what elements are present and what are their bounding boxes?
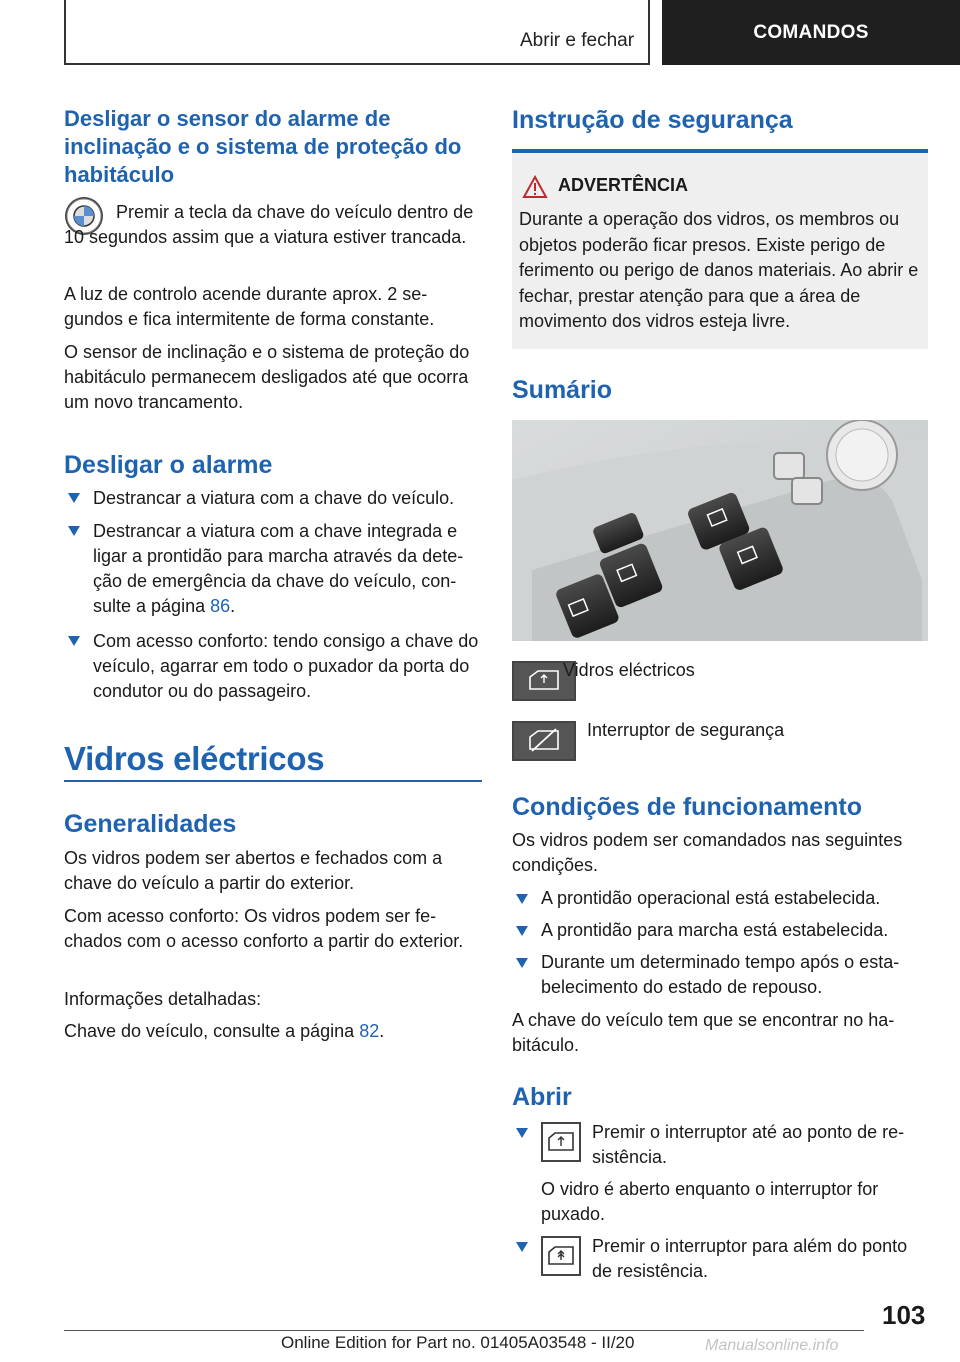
window-switches-illustration bbox=[512, 420, 928, 641]
header-separator bbox=[648, 0, 650, 64]
paragraph-tilt-2: A luz de controlo acende durante aprox. 2 segundos e fica intermitente de forma constante. bbox=[64, 284, 435, 329]
bullet-triangle-icon bbox=[516, 1128, 528, 1138]
watermark: Manualsonline.info bbox=[705, 1337, 839, 1354]
alarm-item-2-text: Destrancar a viatura com a chave integrada e ligar a prontidão para marcha através da deteção de emergência da chave do veículo, consulte a página bbox=[93, 521, 464, 616]
window-auto-open-icon bbox=[541, 1236, 581, 1276]
warning-box bbox=[512, 149, 928, 349]
period: . bbox=[379, 1021, 385, 1041]
bullet-triangle-icon bbox=[68, 493, 80, 503]
safety-switch-icon bbox=[512, 721, 576, 761]
open-item-1: Premir o interruptor até ao ponto de resistência. bbox=[592, 1122, 905, 1167]
bullet-triangle-icon bbox=[516, 958, 528, 968]
page-link-86[interactable]: 86 bbox=[210, 596, 231, 616]
paragraph-conditions: Os vidros podem ser comandados nas seguintes condições. bbox=[512, 830, 903, 875]
heading-disable-tilt-sensor: Desligar o sensor do alarme de inclinação e o sistema de proteção do habitáculo bbox=[64, 106, 462, 187]
paragraph-key-inside: A chave do veículo tem que se encontrar no habitáculo. bbox=[512, 1010, 895, 1055]
paragraph-tilt-1: Premir a tecla da chave do veículo dentro de 10 segundos assim que a viatura estiver trancada. bbox=[64, 202, 474, 247]
page-link-82[interactable]: 82 bbox=[359, 1021, 380, 1041]
bullet-triangle-icon bbox=[68, 636, 80, 646]
heading-operating-conditions: Condições de funcionamento bbox=[512, 793, 863, 821]
paragraph-general-4 bbox=[64, 1019, 476, 1044]
paragraph-general-2: Com acesso conforto: Os vidros podem ser fechados com o acesso conforto a partir do exterior. bbox=[64, 906, 464, 951]
window-open-icon bbox=[541, 1122, 581, 1162]
condition-item-3: Durante um determinado tempo após o estabelecimento do estado de repouso. bbox=[541, 952, 900, 997]
header-chapter-tab: COMANDOS bbox=[662, 0, 960, 65]
open-item-1-sub: O vidro é aberto enquanto o interruptor for puxado. bbox=[541, 1179, 879, 1224]
alarm-item-1: Destrancar a viatura com a chave do veículo. bbox=[93, 488, 455, 508]
heading-open: Abrir bbox=[512, 1083, 572, 1111]
legend-power-windows: Vidros eléctricos bbox=[563, 660, 695, 680]
legend-safety-switch: Interruptor de segurança bbox=[587, 720, 785, 740]
warning-triangle-icon bbox=[522, 175, 548, 199]
open-item-2: Premir o interruptor para além do ponto de resistência. bbox=[592, 1236, 908, 1281]
heading-power-windows: Vidros eléctricos bbox=[64, 740, 325, 777]
condition-item-2: A prontidão para marcha está estabelecida. bbox=[541, 920, 889, 940]
bullet-triangle-icon bbox=[68, 526, 80, 536]
footer-rule bbox=[64, 1330, 864, 1331]
heading-general: Generalidades bbox=[64, 810, 237, 838]
alarm-item-3: Com acesso conforto: tendo consigo a chave do veículo, agarrar em todo o puxador da porta do condutor ou do passageiro. bbox=[93, 631, 479, 701]
bullet-triangle-icon bbox=[516, 1242, 528, 1252]
paragraph-tilt-3: O sensor de inclinação e o sistema de proteção do habitáculo permanecem desligados até que ocorra um novo trancamento. bbox=[64, 342, 470, 412]
header-section-title: Abrir e fechar bbox=[520, 30, 635, 51]
footer-edition: Online Edition for Part no. 01405A03548 - II/20 bbox=[281, 1333, 635, 1352]
heading-rule bbox=[64, 780, 482, 782]
bullet-triangle-icon bbox=[516, 926, 528, 936]
bullet-triangle-icon bbox=[516, 894, 528, 904]
condition-item-1: A prontidão operacional está estabelecida. bbox=[541, 888, 881, 908]
paragraph-general-3: Informações detalhadas: bbox=[64, 989, 262, 1009]
period: . bbox=[230, 596, 236, 616]
heading-safety-instruction: Instrução de segurança bbox=[512, 106, 793, 134]
paragraph-general-1: Os vidros podem ser abertos e fechados com a chave do veículo a partir do exterior. bbox=[64, 848, 443, 893]
heading-disable-alarm: Desligar o alarme bbox=[64, 451, 273, 479]
page-number: 103 bbox=[882, 1300, 926, 1330]
header-left-rule bbox=[64, 0, 66, 64]
heading-summary: Sumário bbox=[512, 376, 613, 404]
warning-title: ADVERTÊNCIA bbox=[558, 175, 689, 195]
general-4-text: Chave do veículo, consulte a página bbox=[64, 1021, 360, 1041]
header-bottom-rule bbox=[64, 63, 650, 65]
alarm-item-2 bbox=[93, 519, 483, 619]
warning-text: Durante a operação dos vidros, os membros ou objetos poderão ficar presos. Existe perigo de ferimento ou perigo de danos materiais. Ao abrir e fechar, prestar atenção para que a área de movimento dos vidros esteja livre. bbox=[519, 209, 919, 331]
